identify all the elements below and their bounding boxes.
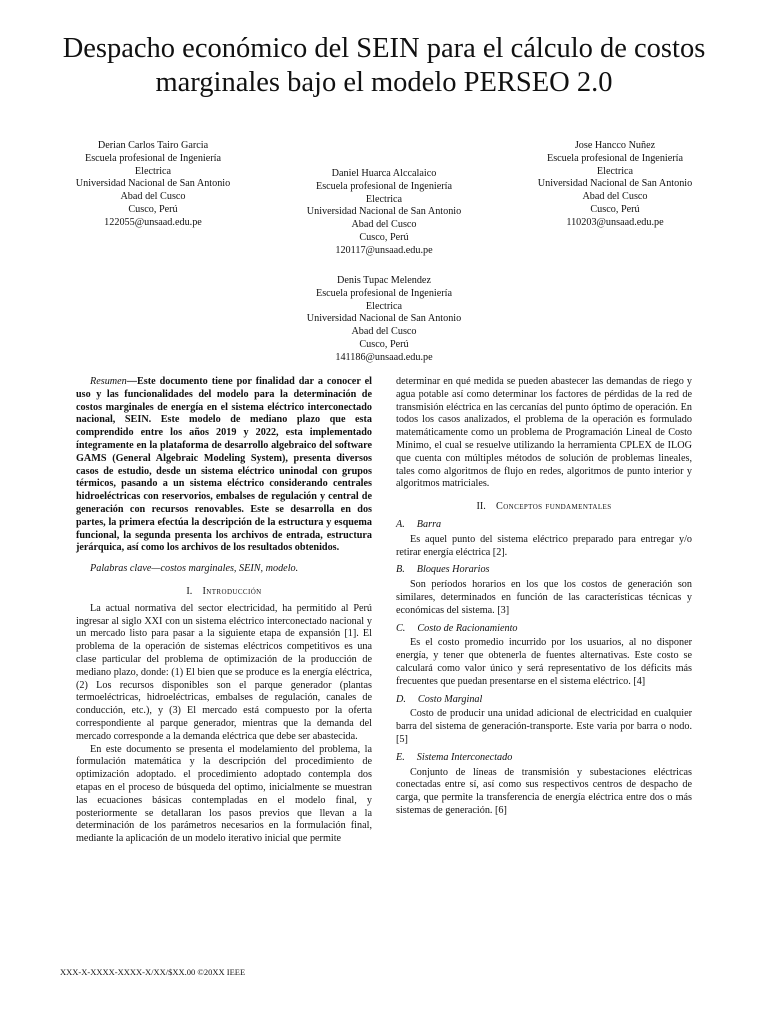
section-number: I. [186, 585, 193, 597]
author-department: Escuela profesional de Ingeniería [315, 287, 453, 299]
subsection-letter: A. [396, 518, 405, 530]
section-title: Introducción [202, 585, 262, 597]
subsection-heading [396, 519, 692, 532]
subsection-letter: B. [396, 564, 405, 576]
abstract-text: —Este documento tiene por finalidad dar a conocer el uso y las funcionalidades del modelo para la determinación de costos marginales de energía en el sistema eléctrico interconectado nacional, SEIN. Este modelo de mediano plazo que esta comprendido entre los años 2019 y 2022, esta implementado íntegramente en la plataforma de desarrollo algebraico del software GAMS (General Algebraic Modeling System), presenta diversos casos de estudio, desde un sistema eléctrico uninodal con grupos térmicos, pasando a un sistema eléctrico considerando centrales hidroeléctricas con reservorios, embalses de regulación y central de generación con recursos renovables. Este se desarrolla en dos partes, la primera efectúa la descripción de la estructura y esquema funcional, la segunda presenta los archivos de entrada, estructura jerárquica, así como los archivos de los resultados obtenidos. [76, 376, 372, 554]
author-email[interactable]: 141186@unsaad.edu.pe [335, 351, 433, 363]
author-city: Cusco, Perú [359, 231, 409, 243]
intro-paragraph-2: En este documento se presenta el modelamiento del problema, la formulación matemática y la descripción del procedimiento de optimización adoptado. el procedimiento adoptado contempla dos etapas en el proceso de búsqueda del optimo, inicialmente se muestran las ecuaciones básicas contempladas en el modelo final, y posteriormente se detallaran los pasos previos que llevan a la determinación de los parámetros necesarios en la formulación final, mediante la aplicación de un modelo iterativo inicial que permite [76, 743, 372, 845]
author-name: Denis Tupac Melendez [337, 275, 431, 286]
subsection-letter: E. [396, 751, 405, 763]
author-name: Daniel Huarca Alccalaico [331, 168, 437, 179]
author-name: Derian Carlos Tairo Garcia [97, 140, 209, 151]
author-block [500, 140, 730, 230]
author-department-line2: Electrica [365, 300, 403, 312]
subsection-title: Barra [416, 518, 442, 530]
author-block [38, 140, 268, 230]
subsection-title: Sistema Interconectado [416, 751, 513, 763]
right-column [396, 376, 692, 818]
paper-title: Despacho económico del SEIN para el cálculo de costos marginales bajo el modelo PERSEO 2.0 [62, 33, 706, 98]
author-department: Escuela profesional de Ingeniería [315, 180, 453, 192]
subsection-text: Costo de producir una unidad adicional de electricidad en cualquier barra del sistema de generación-transporte. Este varia por barra o nodo. [5] [396, 708, 692, 745]
section-title: Conceptos fundamentales [496, 501, 612, 513]
author-department-line2: Electrica [134, 165, 172, 177]
section-number: II. [476, 501, 486, 513]
subsection-title: Costo de Racionamiento [417, 622, 518, 634]
author-email[interactable]: 110203@unsaad.edu.pe [566, 216, 664, 228]
abstract [76, 376, 372, 555]
subsection-letter: D. [396, 693, 406, 705]
subsection-letter: C. [396, 622, 406, 634]
keywords: Palabras clave—costos marginales, SEIN, modelo. [90, 563, 299, 575]
section-heading-concepts [396, 501, 692, 514]
subsection-text: Es aquel punto del sistema eléctrico preparado para entregar y/o retirar energía eléctrica [2]. [396, 533, 692, 558]
subsection-heading [396, 564, 692, 577]
subsection-title: Bloques Horarios [416, 564, 490, 576]
subsection-heading [396, 752, 692, 765]
author-university: Universidad Nacional de San Antonio [306, 313, 462, 325]
subsection-title: Costo Marginal [417, 693, 483, 705]
author-university-line2: Abad del Cusco [120, 191, 186, 203]
author-university-line2: Abad del Cusco [351, 326, 417, 338]
subsection-heading [396, 694, 692, 707]
author-city: Cusco, Perú [590, 203, 640, 215]
abstract-label: Resumen [90, 376, 127, 387]
author-department: Escuela profesional de Ingeniería [84, 152, 222, 164]
author-block [269, 275, 499, 365]
copyright-footer: XXX-X-XXXX-XXXX-X/XX/$XX.00 ©20XX IEEE [60, 967, 246, 977]
subsection-heading [396, 623, 692, 636]
section-heading-introduction [76, 586, 372, 599]
author-university: Universidad Nacional de San Antonio [306, 206, 462, 218]
author-email[interactable]: 122055@unsaad.edu.pe [104, 216, 202, 228]
author-department-line2: Electrica [596, 165, 634, 177]
subsection-text: Es el costo promedio incurrido por los usuarios, al no disponer energía, y tener que obtenerla de fuentes alternativas. Este costo se calculará como valor único y será representativo de los déficits más frecuentes que puedan presentarse en el sistema eléctrico. [4] [396, 637, 692, 687]
author-department-line2: Electrica [365, 193, 403, 205]
author-name: Jose Hancco Nuñez [574, 140, 656, 151]
left-column [76, 376, 372, 846]
author-university: Universidad Nacional de San Antonio [537, 178, 693, 190]
intro-paragraph-3: determinar en qué medida se pueden abastecer las demandas de riego y agua potable así como determinar los factores de pérdidas de la red de transmisión eléctrica en las cercanías del punto óptimo de operación. En todos los casos analizados, el problema de la operación es formulado matemáticamente como un problema de Programación Lineal de Costo Mínimo, el cual se resuelve utilizando la herramienta CPLEX de ILOG que cuenta con múltiples métodos de solución de problemas lineales, tales como algoritmos de flujo en redes, algoritmos de punto interior y algoritmos matriciales. [396, 376, 692, 490]
author-block [269, 168, 499, 258]
author-university-line2: Abad del Cusco [582, 191, 648, 203]
subsection-text: Son períodos horarios en los que los costos de generación son similares, determinados en función de las características técnicas y económicas del sistema. [3] [396, 579, 692, 616]
intro-paragraph-1: La actual normativa del sector electricidad, ha permitido al Perú ingresar al siglo XXI con un sistema eléctrico interconectado nacional y un mercado listo para pasar a la siguiente etapa de expansión [1]. El problema de la operación de sistemas eléctricos competitivos es una clase particular del problema de optimización de la producción de mediano plazo, donde: (1) El bien que se produce es la energía eléctrica, (2) Los recursos disponibles son el parque generador (plantas termoeléctricas, hidroeléctricas, embalses de regulación, canales de conducción, etc.), y (3) El mercado está compuesto por la oferta correspondiente al parque generador, mientras que la demanda del mercado corresponde a la demanda eléctrica que debe ser abastecida. [76, 602, 372, 742]
author-city: Cusco, Perú [359, 338, 409, 350]
subsection-text: Conjunto de líneas de transmisión y subestaciones eléctricas conectadas entre sí, así como sus respectivos centros de despacho de carga, que permite la transferencia de energía eléctrica entre dos o más sistemas de generación. [6] [396, 766, 692, 816]
author-department: Escuela profesional de Ingeniería [546, 152, 684, 164]
author-email[interactable]: 120117@unsaad.edu.pe [335, 244, 433, 256]
author-city: Cusco, Perú [128, 203, 178, 215]
author-university: Universidad Nacional de San Antonio [75, 178, 231, 190]
author-university-line2: Abad del Cusco [351, 219, 417, 231]
